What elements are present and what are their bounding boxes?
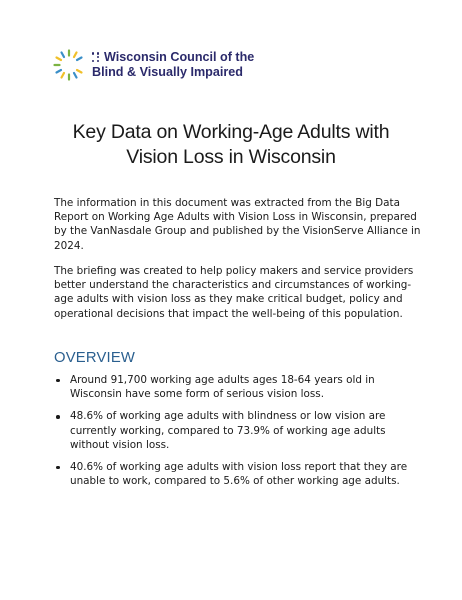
logo-line-1: Wisconsin Council of the — [104, 49, 255, 64]
bullet-icon — [56, 415, 60, 419]
organization-logo — [52, 48, 254, 82]
bullet-text: 40.6% of working age adults with vision loss report that they are unable to work, compared to 5.6% of other working age adults. — [70, 461, 408, 488]
list-item — [54, 460, 424, 488]
overview-bullet-list — [54, 373, 424, 496]
purpose-paragraph: The briefing was created to help policy makers and service providers better understand the characteristics and circumstances of working-age adults with vision loss as they make critical budget, policy and operational decisions that impact the well-being of this population. — [54, 265, 414, 320]
title-line-1: Key Data on Working-Age Adults with — [72, 121, 390, 143]
bullet-icon — [56, 466, 60, 470]
list-item — [54, 409, 424, 452]
document-title — [20, 120, 442, 170]
logo-line-2: Blind & Visually Impaired — [92, 65, 243, 79]
list-item — [54, 373, 424, 401]
bullet-text: Around 91,700 working age adults ages 18-64 years old in Wisconsin have some form of serious vision loss. — [70, 374, 375, 401]
logo-wordmark — [92, 50, 254, 81]
braille-dots-icon — [92, 52, 101, 62]
title-line-2: Vision Loss in Wisconsin — [126, 146, 336, 168]
sunburst-logo-icon — [52, 48, 86, 82]
intro-paragraph: The information in this document was extracted from the Big Data Report on Working Age Adults with Vision Loss in Wisconsin, prepared by the VanNasdale Group and published by the VisionServe Alliance in 2024. — [54, 197, 421, 252]
bullet-text: 48.6% of working age adults with blindness or low vision are currently working, compared to 73.9% of working age adults without vision loss. — [70, 410, 386, 451]
overview-heading: OVERVIEW — [54, 350, 136, 366]
bullet-icon — [56, 379, 60, 383]
